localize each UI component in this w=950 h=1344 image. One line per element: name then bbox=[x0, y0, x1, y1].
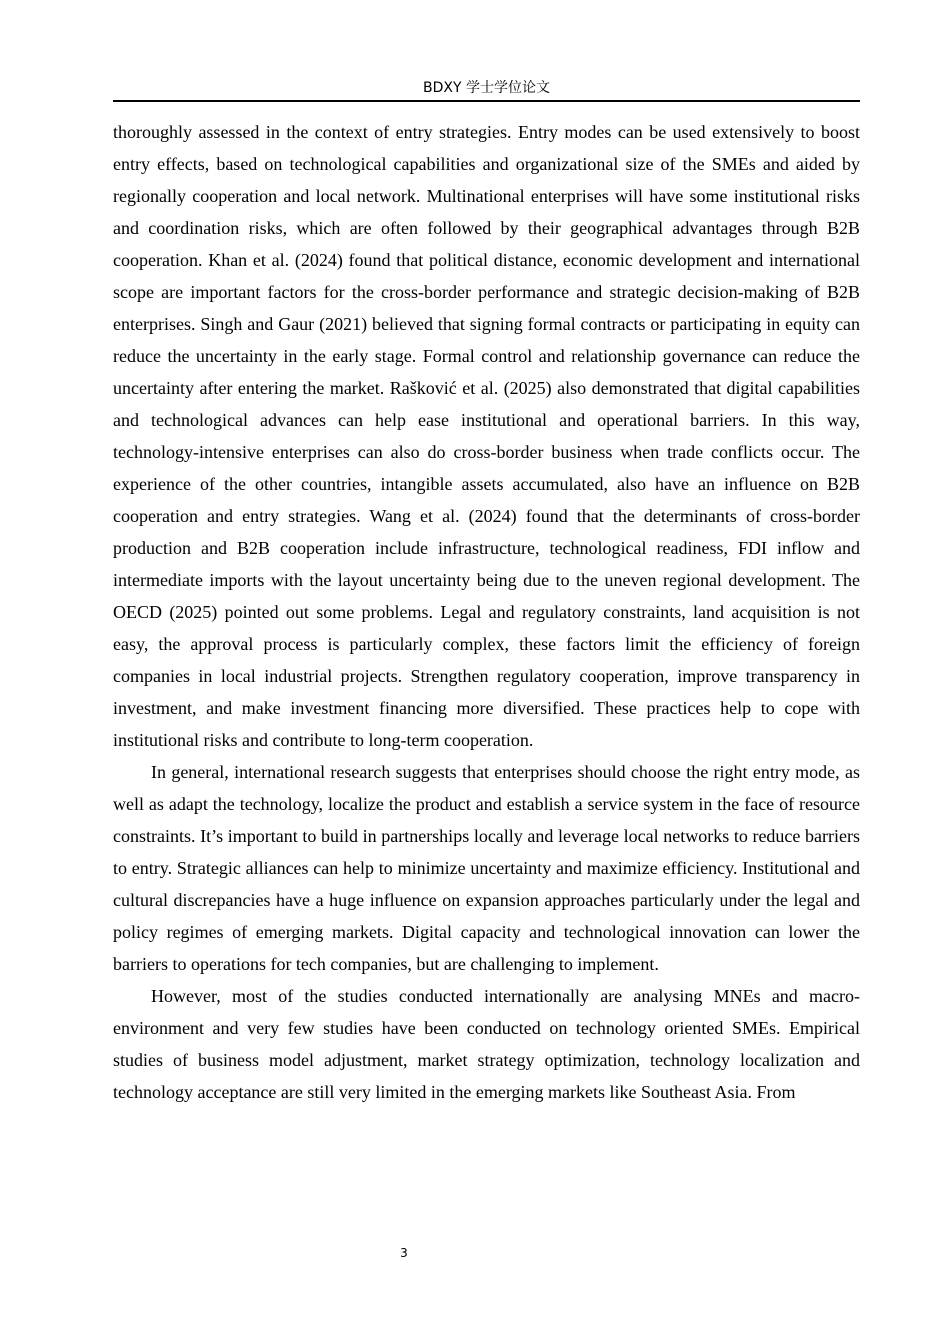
paragraph-continued: thoroughly assessed in the context of entry strategies. Entry modes can be used extensively to boost entry effects, based on technological capabilities and organizational size of the SMEs and aided by regionally cooperation and local network. Multinational enterprises will have some institutional risks and coordination risks, which are often followed by their geographical advantages through B2B cooperation. Khan et al. (2024) found that political distance, economic development and international scope are important factors for the cross-border performance and strategic decision-making of B2B enterprises. Singh and Gaur (2021) believed that signing formal contracts or participating in equity can reduce the uncertainty in the early stage. Formal control and relationship governance can reduce the uncertainty after entering the market. Rašković et al. (2025) also demonstrated that digital capabilities and technological advances can help ease institutional and operational barriers. In this way, technology-intensive enterprises can also do cross-border business when trade conflicts occur. The experience of the other countries, intangible assets accumulated, also have an influence on B2B cooperation and entry strategies. Wang et al. (2024) found that the determinants of cross-border production and B2B cooperation include infrastructure, technological readiness, FDI inflow and intermediate imports with the layout uncertainty being due to the uneven regional development. The OECD (2025) pointed out some problems. Legal and regulatory constraints, land acquisition is not easy, the approval process is particularly complex, these factors limit the efficiency of foreign companies in local industrial projects. Strengthen regulatory cooperation, improve transparency in investment, and make investment financing more diversified. These practices help to cope with institutional risks and contribute to long-term cooperation. bbox=[113, 122, 860, 750]
page-header-title: BDXY 学士学位论文 bbox=[423, 80, 550, 96]
paragraph-research-gap: However, most of the studies conducted internationally are analysing MNEs and macro-environment and very few studies have been conducted on technology oriented SMEs. Empirical studies of business model adjustment, market strategy optimization, technology localization and technology acceptance are still very limited in the emerging markets like Southeast Asia. From bbox=[113, 986, 860, 1102]
page-number: 3 bbox=[400, 1246, 408, 1260]
body-text bbox=[113, 116, 860, 1108]
header-divider bbox=[113, 100, 860, 102]
paragraph-general-research: In general, international research suggests that enterprises should choose the right entry mode, as well as adapt the technology, localize the product and establish a service system in the face of resource constraints. It’s important to build in partnerships locally and leverage local networks to reduce barriers to entry. Strategic alliances can help to minimize uncertainty and maximize efficiency. Institutional and cultural discrepancies have a huge influence on expansion approaches particularly under the legal and policy regimes of emerging markets. Digital capacity and technological innovation can lower the barriers to operations for tech companies, but are challenging to implement. bbox=[113, 762, 860, 974]
